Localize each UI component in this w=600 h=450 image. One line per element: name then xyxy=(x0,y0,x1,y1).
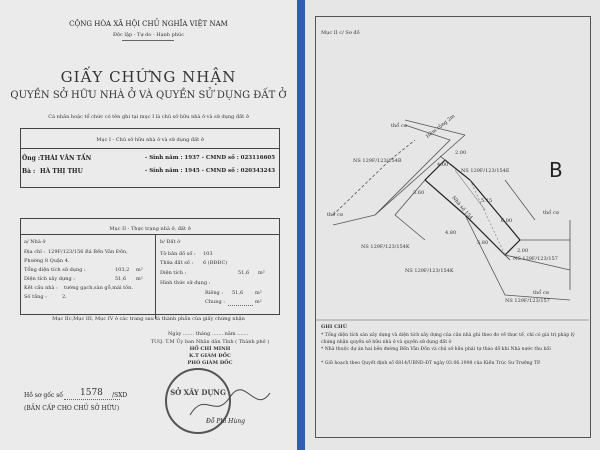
parcel-label-1: NS 129F/123/154B xyxy=(353,158,402,164)
diagram-page xyxy=(305,0,600,450)
neighbor-label-bottom: thổ cư xyxy=(533,290,549,296)
motto: Độc lập - Tự do - Hạnh phúc xyxy=(112,32,185,38)
seal-text: SỞ XÂY DỰNG xyxy=(170,388,226,397)
section1-title: Mục I - Chủ sở hữu nhà ở và sử dụng đất ở xyxy=(96,137,204,143)
build-area-unit: m² xyxy=(136,276,143,282)
parcel-label-6: NS 129F/123/154K xyxy=(405,268,454,274)
record-number: 1578 xyxy=(80,388,103,398)
owner2-prefix: Bà : xyxy=(22,168,36,175)
private-unit: m² xyxy=(255,290,262,296)
neighbor-label-top: thổ cư xyxy=(391,123,407,129)
notes-title: GHI CHÚ xyxy=(321,324,348,330)
certificate-page xyxy=(0,0,297,450)
owner1-name: THÁI VĂN TẤN xyxy=(40,155,92,162)
owner1-details: - Sinh năm : 1937 - CMND số : 023116605 xyxy=(145,155,276,161)
alley-label: Hẻm rộng 2m xyxy=(425,113,457,140)
plot-value: 6 (BĐĐC) xyxy=(203,260,228,266)
subtitle: QUYỀN SỞ HỮU NHÀ Ở VÀ QUYỀN SỬ DỤNG ĐẤT Ở xyxy=(10,90,287,101)
private-value: 51,6 xyxy=(232,290,244,296)
structure-value: tường gạch,sàn gỗ,mái tôn. xyxy=(64,285,133,291)
section2-title: Mục II - Thực trạng nhà ở, đất ở xyxy=(109,226,191,232)
owner2-name: HÀ THỊ THU xyxy=(40,168,83,175)
parcel-label-3: NS 129F/123/154E xyxy=(461,168,510,174)
shared-label: Chung : xyxy=(205,299,225,305)
neighbor-label-right: thổ cư xyxy=(543,210,559,216)
diagram-header: Mục II c/ Sơ đồ xyxy=(321,30,360,36)
sheet-label: Tờ bản đồ số : xyxy=(160,251,196,257)
dimension-1: 4.00 xyxy=(437,162,449,168)
build-area-value: 51,6 xyxy=(115,276,127,282)
build-area-label: Diện tích xây dựng : xyxy=(24,276,75,282)
total-area-unit: m² xyxy=(136,267,143,273)
parcel-label-5: NS 129F/123/157 xyxy=(505,298,550,304)
address-line2: Phường 8 Quận 4. xyxy=(24,258,70,264)
private-label: Riêng : xyxy=(205,290,224,296)
land-area-value: 51,6 xyxy=(238,270,250,276)
dimension-4: 6.00 xyxy=(501,218,513,224)
total-area-value: 103,2 xyxy=(115,267,130,273)
signatory-line2: HỒ CHÍ MINH xyxy=(189,346,231,352)
structure-label: Kết cấu nhà : xyxy=(24,285,58,291)
house-label: Nhà số 154 xyxy=(450,195,474,222)
dimension-3: 5.15 xyxy=(481,198,493,204)
record-suffix: /SXD xyxy=(112,392,128,399)
section2-divider xyxy=(20,234,280,235)
house-header: a/ Nhà ở xyxy=(24,239,46,245)
section1-divider xyxy=(20,148,280,149)
motto-underline xyxy=(122,40,174,41)
floors-label: Số tầng : xyxy=(24,294,47,300)
shared-value-dots xyxy=(228,305,253,306)
dimension-6: 5.80 xyxy=(477,240,489,246)
date-line: Ngày ....... tháng ....... năm ....... xyxy=(168,331,249,337)
floors-value: 2. xyxy=(62,294,67,300)
site-plan-drawing xyxy=(305,0,600,450)
usage-label: Hình thức sử dụng : xyxy=(160,280,211,286)
note-1: * Tổng diện tích sàn xây dựng và diện tích xây dựng của căn nhà ghi theo đo vẽ thực tế, chỉ có giá trị pháp lý chứng nhận quyền sở hữu nhà ở và quyền sử dụng đất ở xyxy=(321,333,575,345)
national-title: CỘNG HÒA XÃ HỘI CHỦ NGHĨA VIỆT NAM xyxy=(69,20,228,28)
dimension-2: 3.60 xyxy=(413,190,425,196)
signer-name: Đỗ Phi Hùng xyxy=(206,418,245,425)
section2-column-divider xyxy=(155,234,156,319)
parcel-label-4: NS 129F/123/157 xyxy=(513,256,558,262)
dimension-8: 4.80 xyxy=(445,230,457,236)
note-3: * Giữ hoạch theo Quyết định số 6814/UBND-ĐT ngày 03.06.1998 của Kiến Trúc Sư Trưởng TP. xyxy=(321,361,541,366)
sheet-value: 103 xyxy=(203,251,213,257)
land-area-unit: m² xyxy=(258,270,265,276)
dimension-7: 2.00 xyxy=(517,248,529,254)
record-label: Hồ sơ gốc số xyxy=(24,392,63,399)
corner-letter: B xyxy=(549,158,563,182)
land-area-label: Diện tích : xyxy=(160,270,187,276)
parcel-label-2: NS 129F/123/154K xyxy=(361,244,410,250)
plot-label: Thửa đất số : xyxy=(160,260,194,266)
address-label: Địa chỉ : xyxy=(24,249,46,255)
sections-note: Mục IIc,Mục III, Mục IV ở các trang sau là thành phần của giấy chứng nhận xyxy=(52,316,245,322)
signatory-line3: K.T GIÁM ĐỐC xyxy=(188,353,232,359)
owner1-prefix: Ông : xyxy=(22,155,41,162)
address-value: 129F/123/156 Bá Bến Vân Đồn, xyxy=(48,249,128,255)
owner2-details: - Sinh năm : 1945 - CMND số : 020343243 xyxy=(145,168,276,174)
note-2: * Nhà thuộc dự án hai bên đường Bến Vân Đồn và chủ sở hữu phải tự tháo dỡ khi Nhà nước thu hồi xyxy=(321,347,551,352)
main-title: GIẤY CHỨNG NHẬN xyxy=(60,68,237,86)
record-dots xyxy=(64,399,120,400)
signatory-line4: PHÓ GIÁM ĐỐC xyxy=(187,360,233,366)
shared-unit: m² xyxy=(255,299,262,305)
footer-note: (BẢN CẤP CHO CHỦ SỞ HỮU) xyxy=(24,405,120,412)
intro-line: Cá nhân hoặc tổ chức có tên ghi tại mục I là chủ sở hữu nhà ở và sử dụng đất ở xyxy=(48,114,249,120)
land-header: b/ Đất ở xyxy=(160,239,181,245)
neighbor-label-left: thổ cư xyxy=(327,212,343,218)
signatory-line1: TUQ. T.M Ủy ban Nhân dân Tỉnh ( Thành phố ) xyxy=(150,339,270,345)
total-area-label: Tổng diện tích sử dụng : xyxy=(24,267,86,273)
dimension-5: 2.00 xyxy=(455,150,467,156)
